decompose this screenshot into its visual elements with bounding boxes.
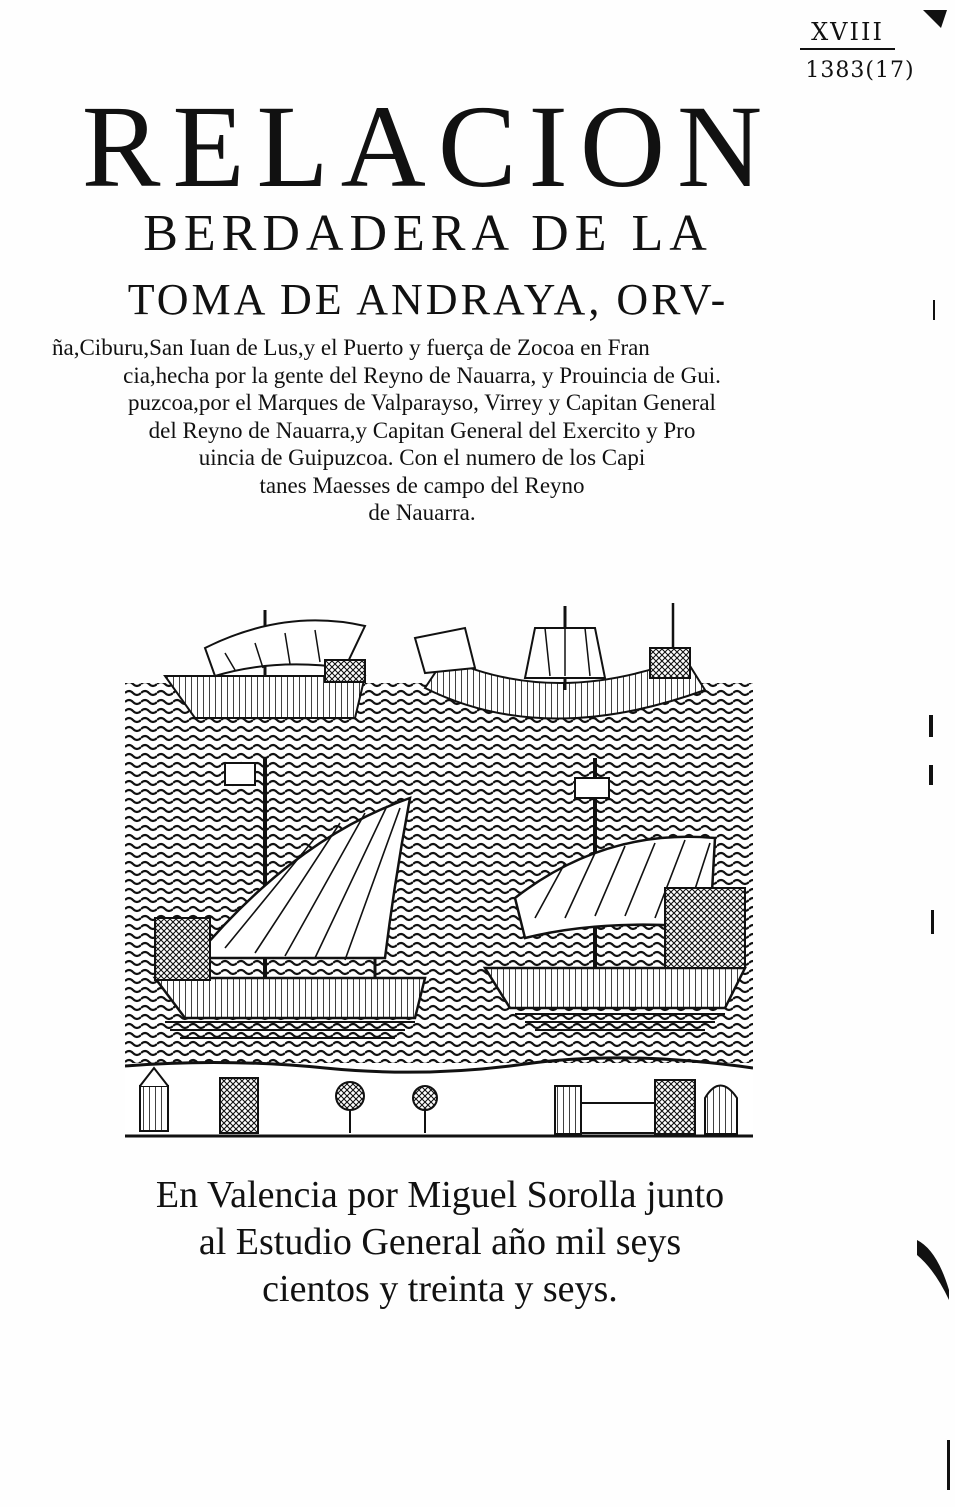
ship-top-left	[165, 610, 365, 718]
title-line-2: BERDADERA DE LA	[143, 205, 713, 262]
subtitle-line: puzcoa,por el Marques de Valparayso, Virrey y Capitan General	[128, 390, 716, 415]
subtitle-line: de Nauarra.	[368, 500, 476, 525]
subtitle-line: ña,Ciburu,San Iuan de Lus,y el Puerto y fuerça de Zocoa en Fran	[52, 335, 650, 360]
subtitle-line: del Reyno de Nauarra,y Capitan General del Exercito y Pro	[148, 417, 696, 443]
shelfmark: XVIII	[800, 18, 895, 50]
title-line-3: TOMA DE ANDRAYA, ORV-	[127, 275, 729, 324]
imprint-block	[80, 1172, 800, 1313]
title-line-1: RELACION	[81, 81, 775, 212]
subtitle-line: uincia de Guipuzcoa. Con el numero de los Capi	[198, 445, 646, 470]
imprint-line: al Estudio General año mil seys	[198, 1221, 682, 1263]
catalog-number: 1383(17)	[805, 58, 915, 83]
ships-woodcut-illustration	[125, 598, 753, 1138]
ship-top-right	[415, 603, 705, 719]
subtitle-line: cia,hecha por la gente del Reyno de Nauarra, y Prouincia de Gui.	[123, 362, 721, 388]
subtitle-block	[52, 334, 792, 527]
imprint-line: En Valencia por Miguel Sorolla junto	[155, 1174, 725, 1216]
page-edge-marks	[907, 0, 955, 1507]
imprint-line: cientos y treinta y seys.	[262, 1268, 618, 1310]
subtitle-line: tanes Maesses de campo del Reyno	[259, 472, 585, 498]
